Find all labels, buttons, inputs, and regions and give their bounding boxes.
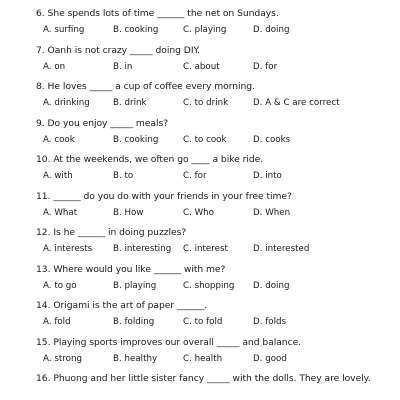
question-9 bbox=[36, 117, 390, 146]
option-a: A. drinking bbox=[43, 98, 90, 108]
option-c: C. playing bbox=[183, 25, 227, 35]
option-a: A. fold bbox=[43, 317, 71, 327]
question-12 bbox=[36, 226, 390, 255]
answer-options bbox=[43, 170, 390, 182]
answer-options bbox=[43, 207, 390, 219]
option-c: C. for bbox=[183, 171, 207, 181]
answer-options bbox=[43, 353, 390, 365]
answer-options bbox=[43, 97, 390, 109]
option-b: B. in bbox=[113, 61, 133, 72]
answer-options bbox=[43, 316, 390, 328]
question-stem: 10. At the weekends, we often go ____ a bike ride. bbox=[36, 154, 264, 165]
question-6 bbox=[36, 7, 390, 36]
option-d: D. doing bbox=[253, 280, 290, 291]
option-d: D. cooks bbox=[253, 134, 291, 145]
option-b: B. drink bbox=[113, 98, 147, 108]
option-a: A. on bbox=[43, 61, 66, 72]
answer-options bbox=[43, 24, 390, 36]
option-a: A. What bbox=[43, 207, 78, 218]
option-b: B. playing bbox=[113, 280, 157, 291]
option-b: B. interesting bbox=[113, 244, 172, 254]
option-a: A. with bbox=[43, 171, 73, 181]
option-d: D. for bbox=[253, 61, 278, 72]
option-d: D. folds bbox=[253, 317, 287, 327]
question-stem: 15. Playing sports improves our overall _____ and balance. bbox=[36, 336, 302, 348]
question-14 bbox=[36, 299, 390, 328]
option-c: C. to fold bbox=[183, 317, 223, 327]
option-a: A. to go bbox=[43, 280, 77, 291]
option-c: C. interest bbox=[183, 244, 228, 254]
option-c: C. Who bbox=[183, 207, 215, 218]
question-stem: 14. Origami is the art of paper ______. bbox=[36, 300, 208, 311]
question-stem: 13. Where would you like ______ with me? bbox=[36, 263, 226, 275]
question-stem: 11. ______ do you do with your friends in your free time? bbox=[36, 190, 292, 202]
option-b: B. cooking bbox=[113, 25, 159, 35]
question-7 bbox=[36, 44, 390, 73]
answer-options bbox=[43, 134, 390, 146]
option-d: D. good bbox=[253, 353, 287, 364]
question-11 bbox=[36, 190, 390, 219]
option-b: B. How bbox=[113, 207, 144, 218]
question-stem: 6. She spends lots of time ______ the net on Sundays. bbox=[36, 8, 279, 19]
option-c: C. health bbox=[183, 353, 223, 364]
option-c: C. to cook bbox=[183, 134, 227, 145]
question-stem: 7. Oanh is not crazy _____ doing DIY. bbox=[36, 44, 201, 56]
question-13 bbox=[36, 263, 390, 292]
option-c: C. shopping bbox=[183, 280, 235, 291]
question-stem: 8. He loves _____ a cup of coffee every morning. bbox=[36, 81, 255, 92]
option-a: A. interests bbox=[43, 244, 93, 254]
option-b: B. to bbox=[113, 171, 134, 181]
option-a: A. surfing bbox=[43, 25, 85, 35]
question-8 bbox=[36, 80, 390, 109]
answer-options bbox=[43, 280, 390, 292]
question-stem: 16. Phuong and her little sister fancy _____ with the dolls. They are lovely. bbox=[36, 373, 371, 384]
option-d: D. A & C are correct bbox=[253, 98, 340, 108]
option-b: B. healthy bbox=[113, 353, 158, 364]
option-d: D. When bbox=[253, 207, 291, 218]
option-c: C. about bbox=[183, 61, 220, 72]
answer-options bbox=[43, 61, 390, 73]
question-stem: 9. Do you enjoy _____ meals? bbox=[36, 117, 169, 129]
option-a: A. cook bbox=[43, 134, 75, 145]
answer-options bbox=[43, 243, 390, 255]
question-15 bbox=[36, 336, 390, 365]
option-c: C. to drink bbox=[183, 98, 229, 108]
option-b: B. folding bbox=[113, 317, 155, 327]
option-d: D. interested bbox=[253, 244, 310, 254]
question-10 bbox=[36, 153, 390, 182]
option-d: D. doing bbox=[253, 25, 290, 35]
option-b: B. cooking bbox=[113, 134, 159, 145]
question-stem: 12. Is he ______ in doing puzzles? bbox=[36, 227, 187, 238]
question-16 bbox=[36, 372, 390, 385]
option-a: A. strong bbox=[43, 353, 82, 364]
option-d: D. into bbox=[253, 171, 282, 181]
